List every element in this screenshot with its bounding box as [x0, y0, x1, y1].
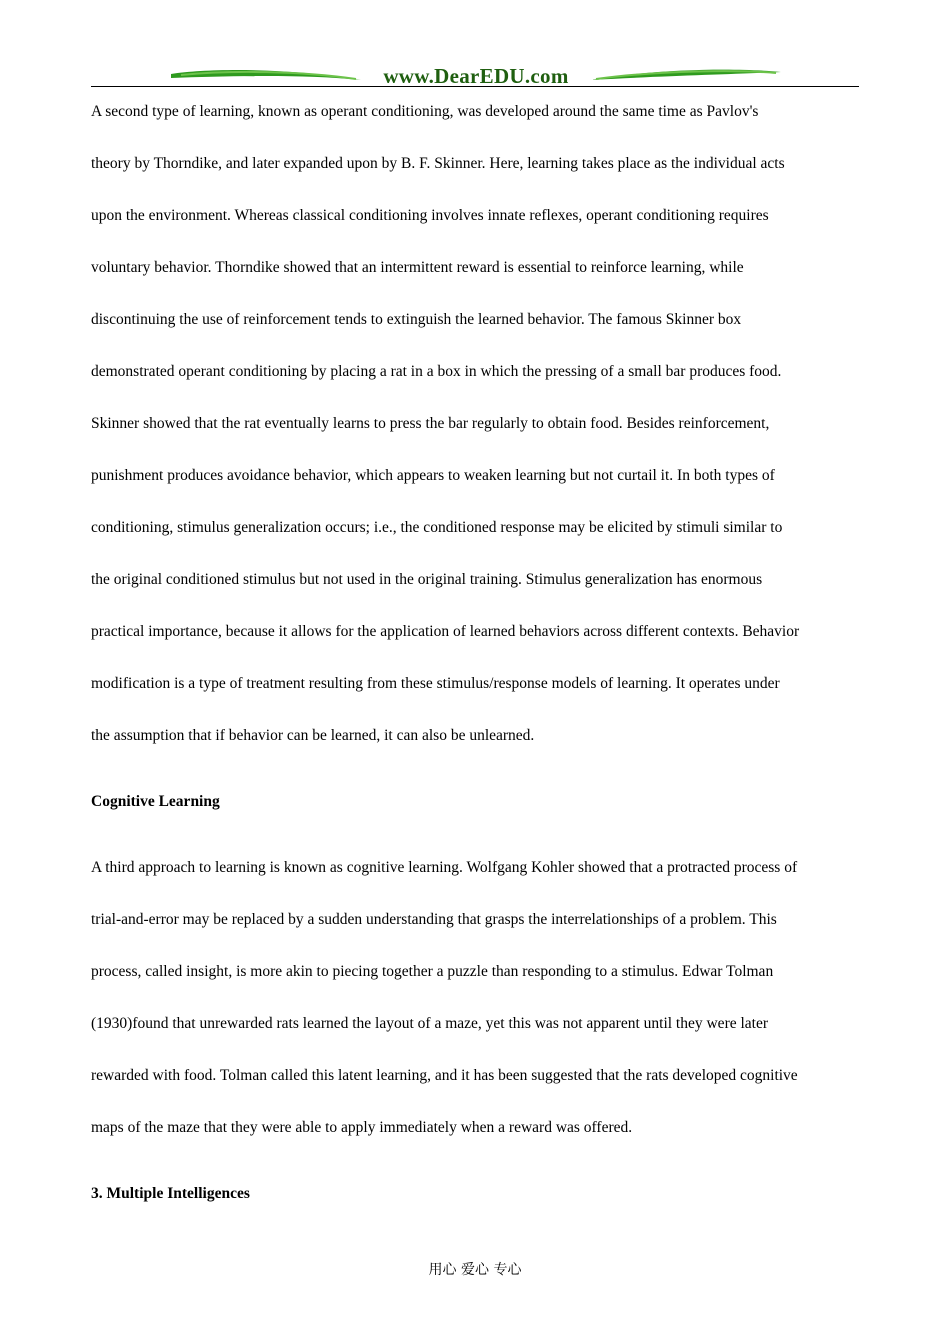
text-line: (1930)found that unrewarded rats learned the layout of a maze, yet this was not apparent until they were later [91, 1015, 769, 1032]
section-heading-cognitive-learning: Cognitive Learning [91, 793, 220, 810]
page-footer: 用心 爱心 专心 [428, 1262, 522, 1278]
text-line: the assumption that if behavior can be learned, it can also be unlearned. [91, 727, 535, 744]
text-line: punishment produces avoidance behavior, which appears to weaken learning but not curtail it. In both types of [91, 467, 775, 484]
site-logo: www.DearEDU.com [383, 64, 569, 88]
text-line: trial-and-error may be replaced by a sudden understanding that grasps the interrelationships of a problem. This [91, 911, 777, 928]
text-line: A second type of learning, known as operant conditioning, was developed around the same time as Pavlov's [91, 103, 759, 120]
text-line: Skinner showed that the rat eventually learns to press the bar regularly to obtain food. Besides reinforcement, [91, 415, 770, 432]
text-line: the original conditioned stimulus but not used in the original training. Stimulus generalization has enormous [91, 571, 763, 588]
text-line: process, called insight, is more akin to piecing together a puzzle than responding to a stimulus. Edwar Tolman [91, 963, 774, 980]
document-body [91, 86, 859, 1220]
section-heading-multiple-intelligences: 3. Multiple Intelligences [91, 1185, 250, 1202]
paragraph-operant-conditioning [91, 86, 859, 762]
text-line: upon the environment. Whereas classical conditioning involves innate reflexes, operant conditioning requires [91, 207, 769, 224]
text-line: demonstrated operant conditioning by placing a rat in a box in which the pressing of a small bar produces food. [91, 363, 782, 380]
text-line: A third approach to learning is known as cognitive learning. Wolfgang Kohler showed that a protracted process of [91, 859, 798, 876]
text-line: conditioning, stimulus generalization occurs; i.e., the conditioned response may be elicited by stimuli similar to [91, 519, 783, 536]
text-line: theory by Thorndike, and later expanded upon by B. F. Skinner. Here, learning takes place as the individual acts [91, 155, 785, 172]
text-line: practical importance, because it allows for the application of learned behaviors across different contexts. Behavior [91, 623, 800, 640]
text-line: modification is a type of treatment resulting from these stimulus/response models of learning. It operates under [91, 675, 780, 692]
left-swoosh-decoration [171, 66, 361, 86]
text-line: voluntary behavior. Thorndike showed that an intermittent reward is essential to reinforce learning, while [91, 259, 744, 276]
text-line: rewarded with food. Tolman called this latent learning, and it has been suggested that the rats developed cognitive [91, 1067, 798, 1084]
text-line: maps of the maze that they were able to apply immediately when a reward was offered. [91, 1119, 633, 1136]
paragraph-cognitive-learning [91, 842, 859, 1154]
right-swoosh-decoration [591, 66, 781, 86]
text-line: discontinuing the use of reinforcement tends to extinguish the learned behavior. The famous Skinner box [91, 311, 742, 328]
